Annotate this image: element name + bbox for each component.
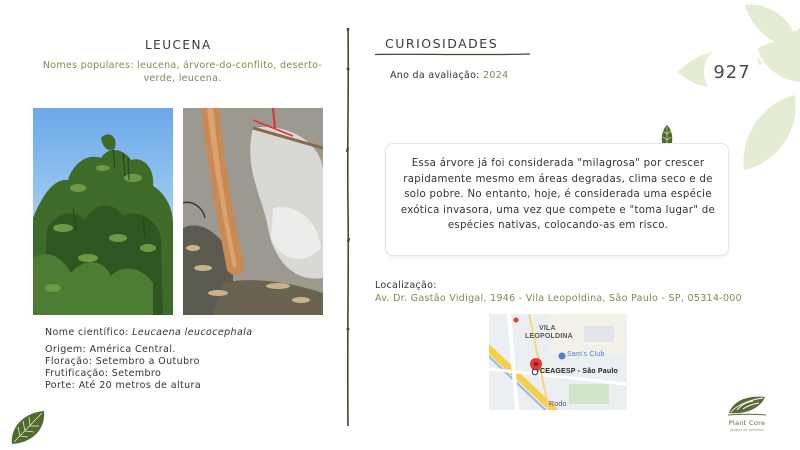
plant-core-logo-icon (727, 393, 767, 417)
scientific-label: Nome científico: (45, 327, 133, 338)
curiosity-text: Essa árvore já foi considerada "milagrosa" por crescer rapidamente mesmo em áreas degradas, clima seco e de solo pobre. No entanto, hoje, é considerada uma espécie exótica invasora, uma vez que compete e "toma lugar" de espécies nativas, colocando-as em risco. (400, 158, 716, 231)
vertical-divider (345, 28, 351, 426)
map-marker-icon (514, 318, 519, 323)
size: Porte: Até 20 metros de altura (45, 380, 202, 391)
assessment-number: 927 (713, 62, 751, 83)
map-store-icon (559, 353, 566, 360)
flowering: Floração: Setembro a Outubro (45, 356, 200, 367)
location-label: Localização: (375, 280, 437, 291)
plant-title: LEUCENA (145, 38, 212, 52)
location-map[interactable] (489, 314, 627, 410)
leaf-bottom (743, 95, 795, 170)
tree-trunk-photo (183, 108, 323, 315)
popular-names: Nomes populares: leucena, árvore-do-conflito, deserto-verde, leucena. (42, 60, 323, 84)
title-underline (375, 53, 530, 56)
scientific-name: Leucaena leucocephala (132, 327, 253, 338)
map-club-label: Sam's Club (567, 351, 605, 358)
map-place-label: CEAGESP - São Paulo (540, 368, 618, 375)
map-road-label: Rodo (549, 401, 567, 408)
year-label: Ano da avaliação: (390, 70, 484, 81)
assessment-year (390, 70, 508, 81)
location-address[interactable]: Av. Dr. Gastão Vidigal, 1946 - Vila Leopoldina, São Paulo - SP, 05314-000 (375, 293, 742, 304)
map-neighborhood-1: VILA (539, 325, 556, 332)
curiosity-card (385, 143, 729, 256)
logo-tagline: jardins de primeira (730, 428, 764, 432)
map-neighborhood-2: LEOPOLDINA (525, 333, 573, 340)
logo-name: Plant Core (728, 419, 766, 427)
decorative-leaf-bottom-left (8, 407, 48, 447)
scientific-name-line (45, 327, 252, 338)
origin: Origem: América Central. (45, 344, 176, 355)
tree-canopy-photo (33, 108, 173, 315)
fruiting: Frutificação: Setembro (45, 368, 162, 379)
year-value: 2024 (483, 70, 509, 81)
curiosities-title: CURIOSIDADES (385, 36, 499, 51)
